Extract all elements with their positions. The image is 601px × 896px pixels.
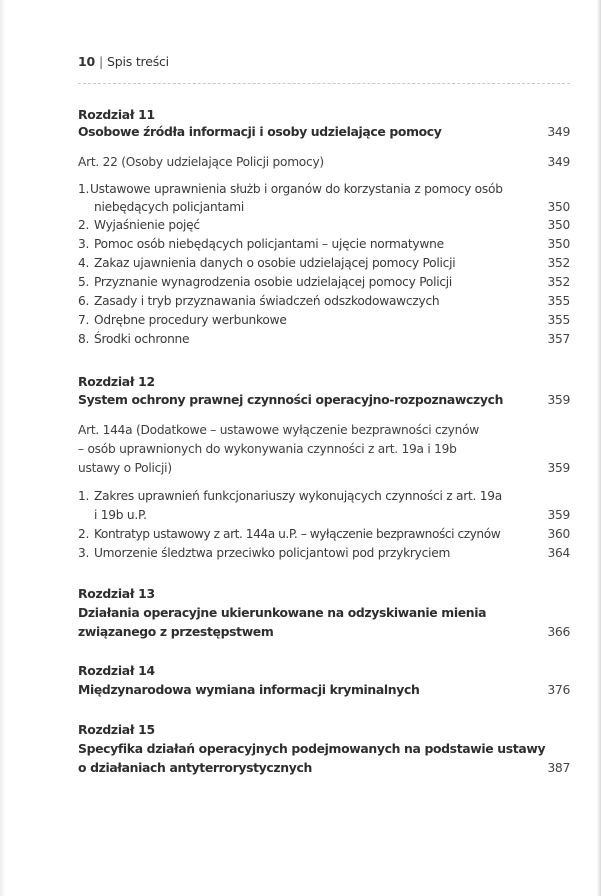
page-number: 352 <box>547 275 570 289</box>
page-number: 387 <box>547 760 570 775</box>
page-number: 366 <box>547 624 570 639</box>
page-number: 349 <box>547 155 570 169</box>
running-head-separator: | <box>99 54 104 69</box>
page-number: 355 <box>547 313 570 327</box>
page-number: 355 <box>547 294 570 308</box>
page-number: 352 <box>547 256 570 270</box>
page-number: 359 <box>547 392 570 407</box>
page-edge-shadow-right <box>597 0 601 896</box>
page-number: 350 <box>547 237 570 251</box>
page-number: 376 <box>547 682 570 697</box>
page-number: 357 <box>547 332 570 346</box>
page-number: 359 <box>547 461 570 475</box>
page-number: 364 <box>547 546 570 560</box>
page-number: 349 <box>547 124 570 139</box>
page-edge-shadow-left <box>0 0 6 896</box>
page-number: 350 <box>547 200 570 214</box>
page-number: 350 <box>547 218 570 232</box>
running-head-page-number: 10 <box>78 54 95 69</box>
page-number: 360 <box>547 527 570 541</box>
page-number: 359 <box>547 508 570 522</box>
running-head-title: Spis treści <box>107 54 169 69</box>
header-rule <box>78 83 570 84</box>
running-head <box>78 54 169 69</box>
